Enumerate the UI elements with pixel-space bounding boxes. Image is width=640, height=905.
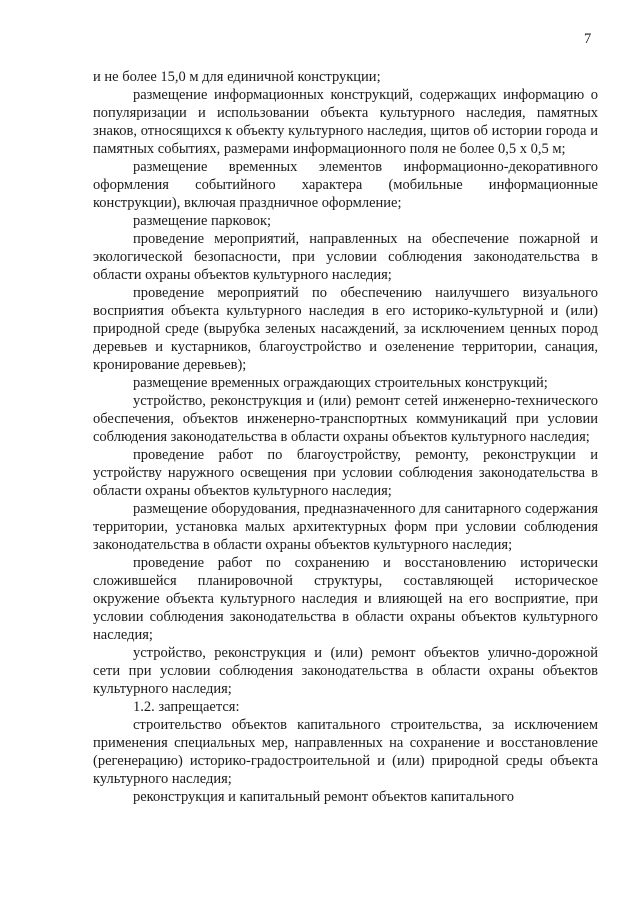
paragraph: реконструкция и капитальный ремонт объектов капитального: [133, 789, 515, 805]
paragraph: проведение работ по сохранению и восстановлению исторически сложившейся планировочной структуры, составляющей историческое окружение объекта культурного наследия и влияющей на его восприятие, при условии соблюдения законодательства в области охраны объектов культурного наследия;: [93, 555, 598, 643]
paragraph: размещение временных элементов информационно-декоративного оформления событийного характера (мобильные информационные конструкции), включая праздничное оформление;: [93, 159, 598, 211]
paragraph: проведение мероприятий, направленных на обеспечение пожарной и экологической безопасности, при условии соблюдения законодательства в области охраны объектов культурного наследия;: [93, 231, 598, 283]
paragraph: устройство, реконструкция и (или) ремонт сетей инженерно-технического обеспечения, объектов инженерно-транспортных коммуникаций при условии соблюдения законодательства в области охраны объектов культурного наследия;: [93, 393, 598, 445]
paragraph: и не более 15,0 м для единичной конструкции;: [93, 69, 381, 85]
paragraph: размещение информационных конструкций, содержащих информацию о популяризации и использовании объекта культурного наследия, памятных знаков, относящихся к объекту культурного наследия, щитов об истории города и памятных событиях, размерами информационного поля не более 0,5 х 0,5 м;: [93, 87, 598, 157]
paragraph: проведение работ по благоустройству, ремонту, реконструкции и устройству наружного освещения при условии соблюдения законодательства в области охраны объектов культурного наследия;: [93, 447, 598, 499]
document-body: [93, 68, 598, 806]
section-heading: 1.2. запрещается:: [133, 699, 240, 715]
page-number: 7: [584, 31, 592, 47]
paragraph: размещение оборудования, предназначенного для санитарного содержания территории, установка малых архитектурных форм при условии соблюдения законодательства в области охраны объектов культурного наследия;: [93, 501, 598, 553]
paragraph: устройство, реконструкция и (или) ремонт объектов улично-дорожной сети при условии соблюдения законодательства в области охраны объектов культурного наследия;: [93, 645, 598, 697]
paragraph: размещение парковок;: [133, 213, 272, 229]
paragraph: проведение мероприятий по обеспечению наилучшего визуального восприятия объекта культурного наследия в его историко-культурной и (или) природной среде (вырубка зеленых насаждений, за исключением ценных пород деревьев и кустарников, благоустройство и озеленение территории, санация, кронирование деревьев);: [93, 285, 598, 373]
paragraph: строительство объектов капитального строительства, за исключением применения специальных мер, направленных на сохранение и восстановление (регенерацию) историко-градостроительной и (или) природной среды объекта культурного наследия;: [93, 717, 598, 787]
paragraph: размещение временных ограждающих строительных конструкций;: [133, 375, 548, 391]
